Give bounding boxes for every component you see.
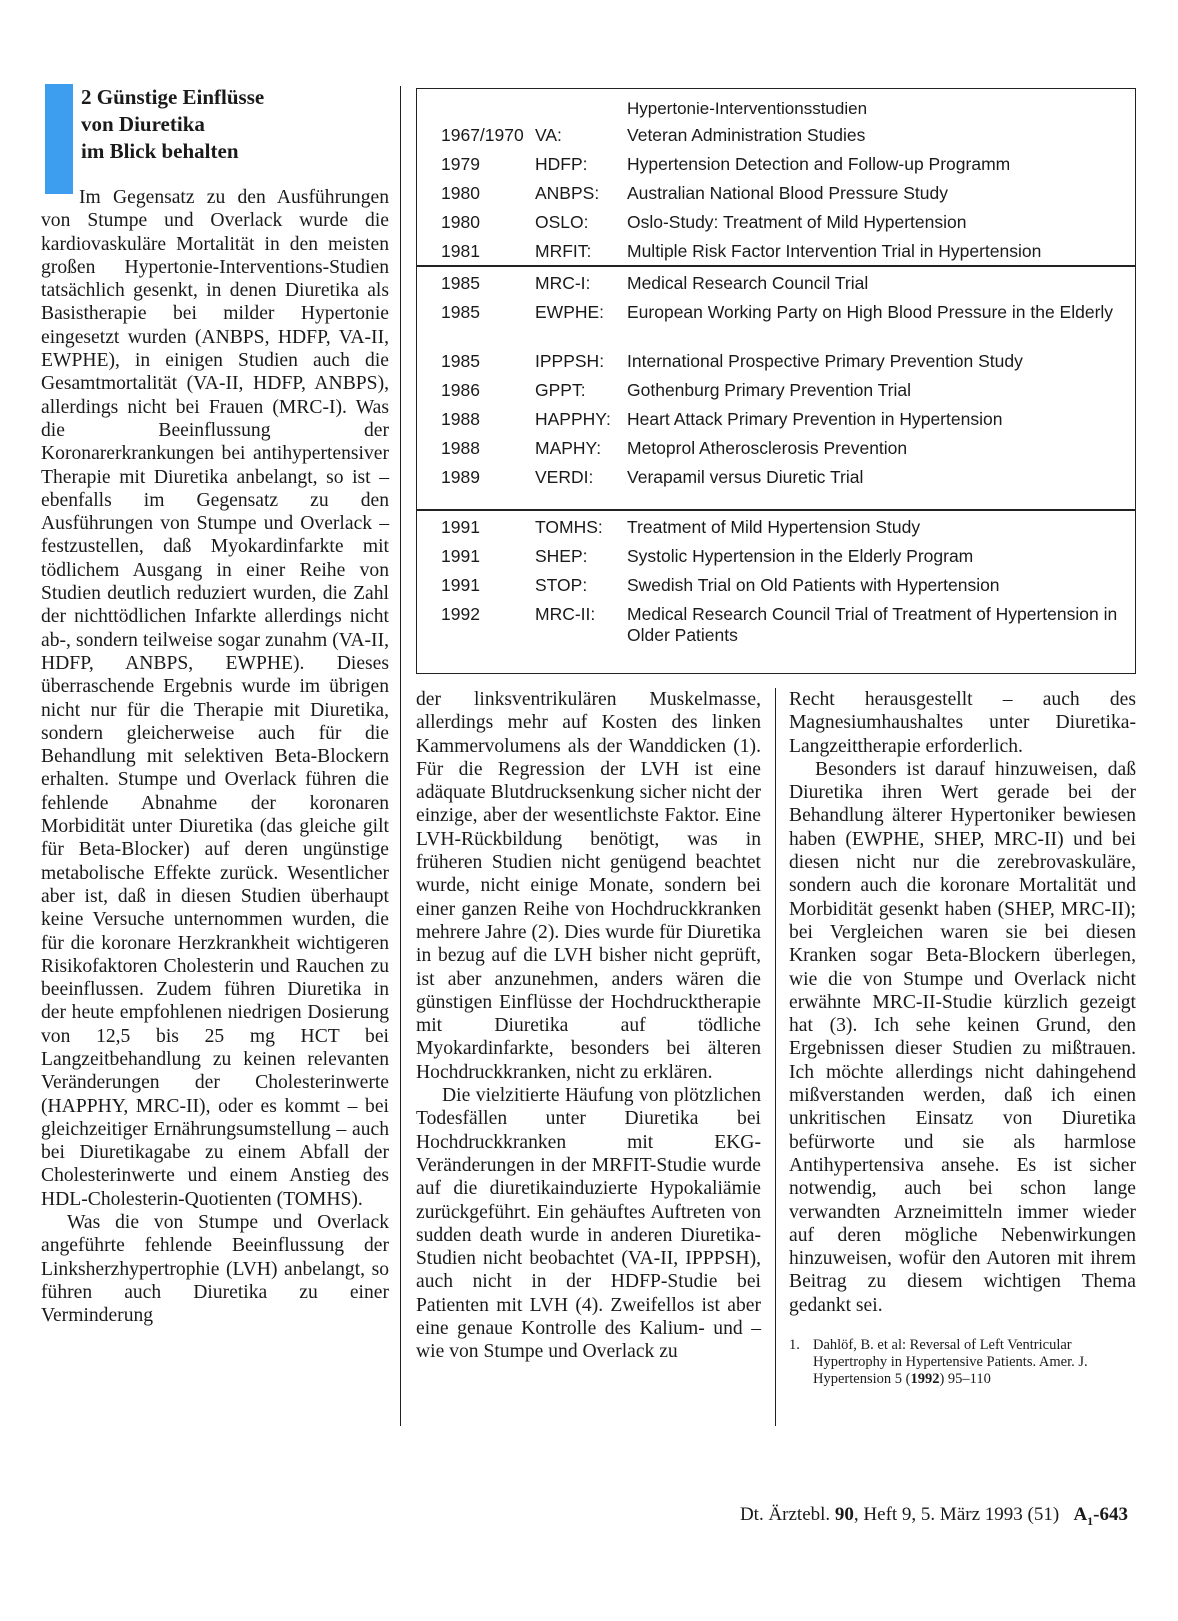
trial-name: Australian National Blood Pressure Study (627, 183, 949, 203)
page-number (1073, 1504, 1128, 1528)
middle-column (416, 688, 761, 1364)
trial-year: 1981 (441, 241, 480, 261)
paragraph: Besonders ist darauf hinzuweisen, daß Diuretika ihren Wert gerade bei der Behandlung älterer Hypertoniker bewiesen haben (EWPHE, SHEP, MRC-II) und bei diesen nicht nur die zerebrovaskuläre, sondern auch die koronare Mortalität und Morbidität gesenkt haben (SHEP, MRC-II); bei Vergleichen waren sie bei diesen Kranken sogar Beta-Blockern überlegen, wie die von Stumpe und Overlack nicht erwähnte MRC-II-Studie kürzlich gezeigt hat (3). Ich sehe keinen Grund, den Ergebnissen dieser Studien zu mißtrauen. Ich möchte allerdings nicht dahingehend mißverstanden werden, daß ich einen unkritischen Einsatz von Diuretika befürworte und sie als harmlose Antihypertensiva ansehe. Es ist sicher notwendig, auch bei schon lange verwandten Arzneimitteln immer wieder auf deren mögliche Nebenwirkungen hinzuweisen, wofür den Autoren mit ihrem Beitrag zu diesem wichtigen Thema gedankt sei. (789, 758, 1136, 1316)
paragraph: Die vielzitierte Häufung von plötzlichen Todesfällen unter Diuretika bei Hochdruckkranken mit EKG-Veränderungen in der MRFIT-Studie wurde auf die diuretikainduzierte Hypokaliämie zurückgeführt. Ein gehäuftes Auftreten von sudden death wurde in anderen Diuretika-Studien nicht beobachtet (VA-II, IPPPSH), auch nicht in der HDFP-Studie bei Patienten mit LVH (4). Zweifellos ist aber eine genaue Kontrolle des Kalium- und – wie von Stumpe und Overlack zu (416, 1085, 761, 1363)
column-rule (400, 86, 401, 1426)
trial-abbreviation: OSLO: (535, 212, 589, 232)
footnote-text (789, 1337, 1136, 1388)
footnote-text-part: Dahlöf, B. et al: Reversal of Left Ventricular Hypertrophy in Hypertensive Patients. Amer. J. Hypertension 5 ( (813, 1337, 1088, 1388)
heading-line: im Blick behalten (81, 139, 239, 163)
trial-name: Swedish Trial on Old Patients with Hypertension (627, 575, 1000, 595)
trial-name: Treatment of Mild Hypertension Study (627, 517, 921, 537)
table-separator (417, 509, 1135, 511)
trial-year: 1991 (441, 517, 480, 537)
trial-abbreviation: HDFP: (535, 154, 588, 174)
table-separator (417, 265, 1135, 267)
trial-year: 1979 (441, 154, 480, 174)
trial-abbreviation: GPPT: (535, 380, 586, 400)
column-rule (775, 688, 776, 1426)
journal-name: Dt. Ärztebl. (739, 1504, 831, 1525)
trial-year: 1988 (441, 438, 480, 458)
journal-volume: 90 (834, 1504, 854, 1525)
trial-year: 1985 (441, 273, 480, 293)
trial-abbreviation: VERDI: (535, 467, 594, 487)
trial-name: Metoprol Atherosclerosis Prevention (627, 438, 908, 458)
trial-year: 1980 (441, 183, 480, 203)
trial-name: Gothenburg Primary Prevention Trial (627, 380, 912, 400)
trial-name: Systolic Hypertension in the Elderly Program (627, 546, 974, 566)
trial-abbreviation: MRC-I: (535, 273, 591, 293)
trial-abbreviation: IPPPSH: (535, 351, 605, 371)
trial-name: International Prospective Primary Prevention Study (627, 351, 1023, 371)
trial-abbreviation: VA: (535, 125, 562, 145)
heading-line: von Diuretika (81, 112, 205, 136)
trial-year: 1992 (441, 604, 480, 624)
issue-date: , Heft 9, 5. März 1993 (51) (853, 1504, 1060, 1525)
paragraph: der linksventrikulären Muskelmasse, allerdings mehr auf Kosten des linken Kammervolumens als der Wanddicken (1). Für die Regression der LVH ist eine adäquate Blutdrucksenkung sicher nicht der einzige, aber der wesentlichste Faktor. Eine LVH-Rückbildung benötigt, was in früheren Studien nicht genügend beachtet wurde, nicht einige Monate, sondern bei einer ganzen Reihe von Hochdruckkranken mehrere Jahre (2). Dies wurde für Diuretika in bezug auf die LVH bisher nicht geprüft, ist aber anzunehmen, anders wären die günstigen Einflüsse der Hochdrucktherapie mit Diuretika auf tödliche Myokardinfarkte, besonders bei älteren Hochdruckkranken, nicht zu erklären. (416, 689, 761, 1083)
page-sub: 1 (1087, 1513, 1094, 1528)
trial-year: 1991 (441, 575, 480, 595)
footnote (789, 1337, 1136, 1388)
trial-name: Multiple Risk Factor Intervention Trial in Hypertension (627, 241, 1042, 261)
footnote-text-part: ) 95–110 (939, 1371, 991, 1388)
footnote-year: 1992 (910, 1371, 940, 1388)
trial-name: Heart Attack Primary Prevention in Hypertension (627, 409, 1003, 429)
trial-name: Verapamil versus Diuretic Trial (627, 467, 864, 487)
trial-abbreviation: MRFIT: (535, 241, 592, 261)
trial-name: Hypertension Detection and Follow-up Programm (627, 154, 1011, 174)
trial-year: 1989 (441, 467, 480, 487)
section-title (81, 84, 264, 165)
trial-abbreviation: MRC-II: (535, 604, 596, 624)
trial-name: Medical Research Council Trial (627, 273, 869, 293)
trial-abbreviation: MAPHY: (535, 438, 602, 458)
trial-abbreviation: EWPHE: (535, 302, 605, 322)
table-title: Hypertonie-Interventionsstudien (627, 99, 868, 118)
trial-name: Medical Research Council Trial of Treatment of Hypertension in Older Patients (627, 604, 1118, 645)
paragraph: Was die von Stumpe und Overlack angeführte fehlende Beeinflussung der Linksherzhypertrophie (LVH) anbelangt, so führen auch Diuretika zu einer Verminderung (41, 1212, 389, 1327)
trial-year: 1980 (441, 212, 480, 232)
left-column-text (41, 186, 389, 1328)
page-prefix: A (1073, 1504, 1088, 1525)
trial-abbreviation: STOP: (535, 575, 588, 595)
heading-accent-bar (45, 84, 73, 194)
footnote-number: 1. (789, 1337, 800, 1354)
trial-abbreviation: SHEP: (535, 546, 588, 566)
right-column (789, 688, 1136, 1388)
paragraph: Im Gegensatz zu den Ausführungen von Stumpe und Overlack wurde die kardiovaskuläre Mortalität in den meisten großen Hypertonie-Interventions-Studien tatsächlich gesenkt, in denen Diuretika als Basistherapie bei milder Hypertonie eingesetzt wurden (ANBPS, HDFP, VA-II, EWPHE), in einigen Studien auch die Gesamtmortalität (VA-II, HDFP, ANBPS), allerdings nicht bei Frauen (MRC-I). Was die Beeinflussung der Koronarerkrankungen bei antihypertensiver Therapie mit Diuretika anbelangt, so ist – ebenfalls im Gegensatz zu den Ausführungen von Stumpe und Overlack – festzustellen, daß Myokardinfarkte mit tödlichem Ausgang in einer Reihe von Studien deutlich reduziert wurden, die Zahl der nichttödlichen Infarkte allerdings nicht ab-, sondern teilweise sogar zunahm (VA-II, HDFP, ANBPS, EWPHE). Dieses überraschende Ergebnis wurde im übrigen nicht nur für die Therapie mit Diuretika, sondern gleicherweise auch für die Behandlung mit selektiven Beta-Blockern erhalten. Stumpe und Overlack führen die fehlende Abnahme der koronaren Morbidität unter Diuretika (das gleiche gilt für Beta-Blocker) auf deren ungünstige metabolische Effekte zurück. Wesentlicher aber ist, daß in diesen Studien überhaupt keine Versuche unternommen wurden, die für die koronare Herzkrankheit wichtigeren Risikofaktoren Cholesterin und Rauchen zu beeinflussen. Zudem führen Diuretika in der heute empfohlenen niedrigen Dosierung von 12,5 bis 25 mg HCT bei Langzeitbehandlung zu keinen relevanten Veränderungen der Cholesterinwerte (HAPPHY, MRC-II), oder es kommt – bei gleichzeitiger Ernährungsumstellung – auch bei Diuretikagabe zu einem Abfall der Cholesterinwerte und einem Anstieg des HDL-Cholesterin-Quotienten (TOMHS). (41, 187, 389, 1210)
trial-abbreviation: HAPPHY: (535, 409, 611, 429)
trial-year: 1986 (441, 380, 480, 400)
trial-year: 1988 (441, 409, 480, 429)
trial-name: Oslo-Study: Treatment of Mild Hypertension (627, 212, 967, 232)
trial-name: European Working Party on High Blood Pressure in the Elderly (627, 302, 1114, 322)
trial-year: 1991 (441, 546, 480, 566)
trial-abbreviation: ANBPS: (535, 183, 600, 203)
page-num: -643 (1093, 1504, 1128, 1525)
trial-year: 1985 (441, 351, 480, 371)
trial-name: Veteran Administration Studies (627, 125, 866, 145)
trial-year: 1985 (441, 302, 480, 322)
left-column (41, 84, 389, 1328)
heading-line: 2 Günstige Einflüsse (81, 85, 265, 109)
trial-abbreviation: TOMHS: (535, 517, 603, 537)
trials-table (416, 88, 1136, 674)
page-footer (740, 1504, 1128, 1529)
paragraph: Recht herausgestellt – auch des Magnesiumhaushaltes unter Diuretika-Langzeittherapie erforderlich. (789, 689, 1136, 757)
trial-year: 1967/1970 (441, 125, 524, 145)
section-heading (41, 84, 389, 184)
